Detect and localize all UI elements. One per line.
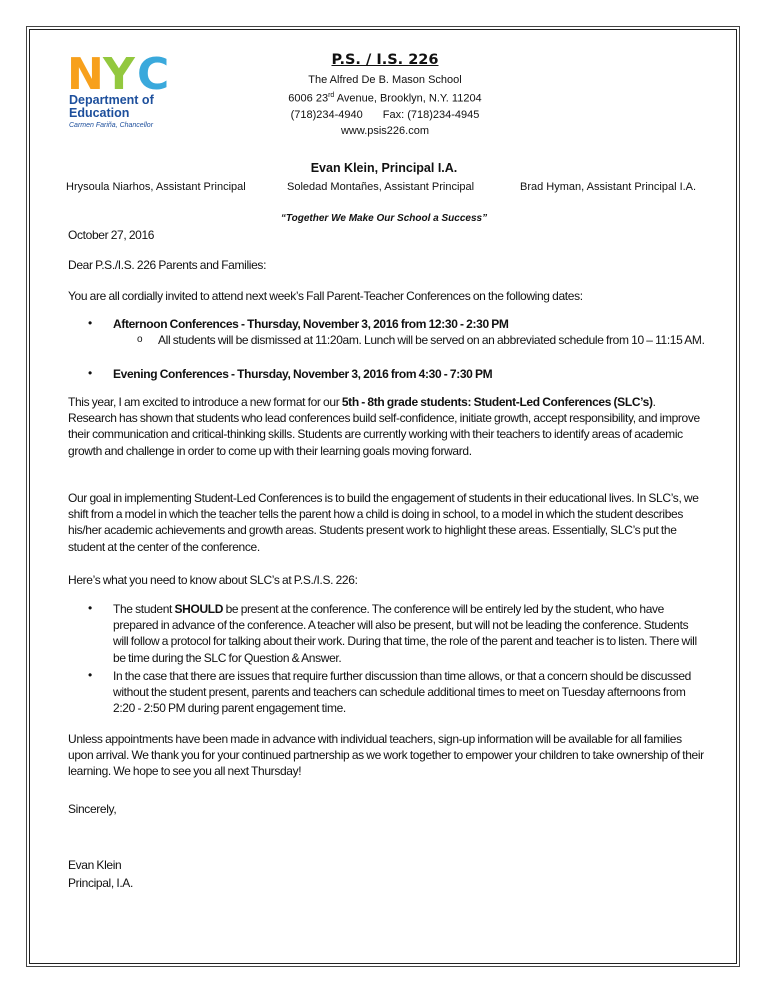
paragraph-slc-goal: Our goal in implementing Student-Led Conferences is to build the engagement of students in their educational lives. In SLC’s, we shift from a model in which the teacher tells the parent how a child is doing in school, to a model in which the student describes his/her academic achievements and growth areas. Students present work to highlight these areas. Essentially, SLC’s put the student at the center of the conference.	[68, 491, 699, 554]
b3-bold: SHOULD	[174, 602, 224, 616]
nyc-doe-logo	[67, 49, 177, 136]
evening-conferences: Evening Conferences - Thursday, November 3, 2016 from 4:30 - 7:30 PM	[113, 367, 493, 381]
paragraph-need-to-know: Here’s what you need to know about SLC’s at P.S./I.S. 226:	[68, 573, 358, 587]
school-motto: “Together We Make Our School a Success”	[280, 213, 488, 224]
letter-intro: You are all cordially invited to attend next week’s Fall Parent-Teacher Conferences on the following dates:	[68, 289, 583, 303]
b3-text-a: The student	[113, 602, 175, 616]
logo-department-text	[69, 94, 154, 120]
bullet-marker: •	[88, 366, 93, 380]
student-should-be-present	[113, 601, 705, 666]
address-ordinal: rd	[328, 92, 335, 99]
p1-text-a: This year, I am excited to introduce a new format for our	[68, 395, 342, 409]
b3-text-c: be present at the conference. The conference will be entirely led by the student, who have prepared in advance of the conference. A teacher will also be present, but will not be leading the conference. Students will follow a protocol for talking about their work. During that time, the role of the parent and teacher is to listen. There will be time during the SLC for Question & Answer.	[113, 602, 697, 665]
address-number: 6006 23	[288, 92, 329, 105]
logo-dept-line1: Department of	[69, 93, 154, 107]
school-header	[230, 52, 540, 139]
p1-text-c: . Research has shown that students who lead conferences build self-confidence, initiate growth, accept responsibility, and improve their communication and critical-thinking skills. Students are currently working with their teachers to identify areas of academic growth and challenge in order to come up with their learning goals moving forward.	[68, 395, 700, 458]
phone-number: (718)234-4940	[290, 108, 363, 121]
bullet-marker: •	[88, 601, 93, 615]
sub-bullet-marker: o	[137, 334, 143, 345]
logo-chancellor: Carmen Fariña, Chancellor	[69, 122, 154, 129]
school-contact	[230, 107, 540, 123]
assistant-principal-2: Soledad Montañes, Assistant Principal	[287, 181, 475, 193]
dismissal-note: All students will be dismissed at 11:20am. Lunch will be served on an abbreviated schedule from 10 – 11:15 AM.	[158, 333, 705, 347]
assistant-principal-3: Brad Hyman, Assistant Principal I.A.	[520, 181, 697, 193]
principal-name: Evan Klein, Principal I.A.	[310, 161, 458, 175]
letter-date: October 27, 2016	[68, 228, 155, 242]
bullet-marker: •	[88, 668, 93, 682]
school-website[interactable]: www.psis226.com	[340, 124, 430, 137]
assistant-principal-1: Hrysoula Niarhos, Assistant Principal	[66, 181, 246, 193]
logo-dept-line2: Education	[69, 106, 130, 120]
logo-letter-y: Y	[103, 49, 133, 100]
signature-title: Principal, I.A.	[68, 876, 133, 890]
additional-meetings: In the case that there are issues that require further discussion than time allows, or that a concern should be discussed without the student present, parents and teachers can schedule additional times to meet on Tuesday afternoons from 2:20 - 2:50 PM during parent engagement time.	[113, 669, 691, 716]
signature-name: Evan Klein	[68, 858, 122, 872]
fax-number: Fax: (718)234-4945	[382, 108, 480, 121]
address-rest: Avenue, Brooklyn, N.Y. 11204	[334, 92, 482, 105]
p1-bold: 5th - 8th grade students: Student-Led Conferences (SLC’s)	[341, 395, 653, 409]
paragraph-slc-intro	[68, 394, 704, 459]
letter-salutation: Dear P.S./I.S. 226 Parents and Families:	[68, 258, 267, 272]
logo-letter-n: N	[67, 49, 102, 100]
afternoon-conferences: Afternoon Conferences - Thursday, November 3, 2016 from 12:30 - 2:30 PM	[113, 317, 509, 331]
letter-closing: Sincerely,	[68, 802, 117, 816]
school-name: P.S. / I.S. 226	[331, 52, 439, 68]
school-address	[230, 88, 540, 107]
paragraph-closing: Unless appointments have been made in advance with individual teachers, sign-up information will be available for all families upon arrival. We thank you for your continued partnership as we work together to empower your children to take ownership of their learning. We hope to see you all next Thursday!	[68, 732, 704, 779]
school-full-name: The Alfred De B. Mason School	[308, 74, 462, 86]
logo-letter-c: C	[137, 49, 168, 100]
bullet-marker: •	[88, 316, 93, 330]
